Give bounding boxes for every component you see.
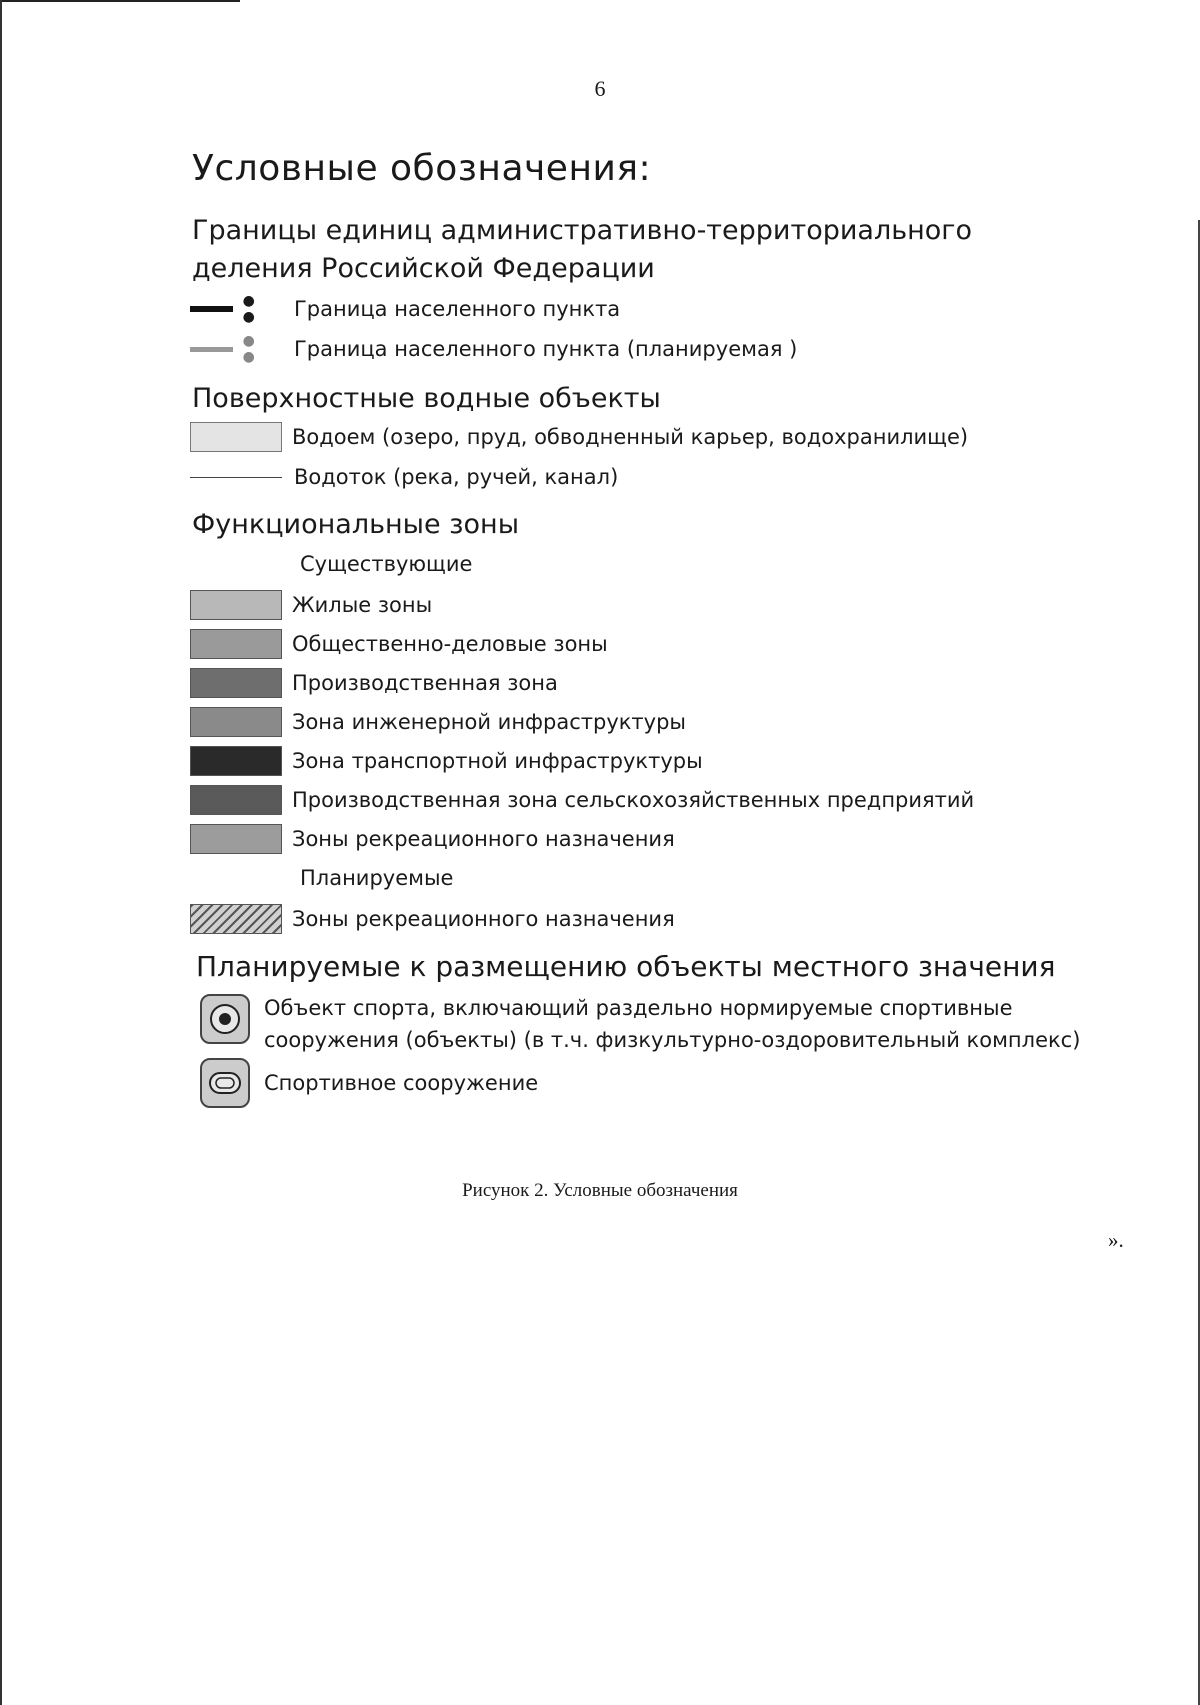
zones-planned-label: Планируемые xyxy=(300,866,454,890)
legend-item-zone xyxy=(190,627,608,661)
legend-label: Граница населенного пункта (планируемая ) xyxy=(294,337,798,361)
page-number: 6 xyxy=(594,76,606,101)
legend-label-line1: Объект спорта, включающий раздельно нормируемые спортивные xyxy=(264,996,1013,1020)
legend-label: Производственная зона сельскохозяйственных предприятий xyxy=(292,788,975,812)
legend-item-zone xyxy=(190,744,703,778)
zone-swatch xyxy=(190,707,282,737)
closing-quote: ». xyxy=(1108,1228,1124,1252)
gray-border-line-icon: ● ● xyxy=(190,333,280,365)
legend-label: Спортивное сооружение xyxy=(264,1071,539,1095)
legend-label: Общественно-деловые зоны xyxy=(292,632,608,656)
legend-label: Производственная зона xyxy=(292,671,558,695)
zone-swatch xyxy=(190,746,282,776)
zones-existing-label: Существующие xyxy=(300,552,473,576)
zone-swatch xyxy=(190,824,282,854)
legend-label: Зоны рекреационного назначения xyxy=(292,827,675,851)
legend-item-zone xyxy=(190,666,558,700)
zones-heading: Функциональные зоны xyxy=(192,509,520,540)
zone-swatch xyxy=(190,668,282,698)
stadium-icon xyxy=(200,1058,250,1108)
legend-item-zone-planned xyxy=(190,902,675,936)
legend-label-line2: сооружения (объекты) (в т.ч. физкультурно-оздоровительный комплекс) xyxy=(264,1028,1081,1052)
borders-heading-line2: деления Российской Федерации xyxy=(192,253,655,284)
water-heading: Поверхностные водные объекты xyxy=(192,383,661,414)
sports-ball-icon xyxy=(200,994,250,1044)
scan-border-left xyxy=(0,0,2,1705)
legend-label: Жилые зоны xyxy=(292,593,433,617)
solid-border-line-icon: ● ● xyxy=(190,293,280,325)
borders-heading-line1: Границы единиц административно-территориального xyxy=(192,215,972,246)
watercourse-line-icon xyxy=(190,462,282,492)
zone-swatch xyxy=(190,629,282,659)
legend-item-settlement-border xyxy=(190,292,620,326)
water-body-swatch xyxy=(190,422,282,452)
legend-label: Зона транспортной инфраструктуры xyxy=(292,749,703,773)
legend-item-zone xyxy=(190,822,675,856)
legend-label: Водоток (река, ручей, канал) xyxy=(294,465,619,489)
legend-item-sports-facility xyxy=(200,1058,538,1108)
legend-title: Условные обозначения: xyxy=(192,148,652,189)
legend-item-zone xyxy=(190,588,432,622)
objects-heading: Планируемые к размещению объекты местного значения xyxy=(196,950,1056,983)
figure-caption: Рисунок 2. Условные обозначения xyxy=(462,1180,738,1201)
legend-label: Граница населенного пункта xyxy=(294,297,621,321)
legend-item-settlement-border-planned xyxy=(190,332,797,366)
legend-item-watercourse xyxy=(190,460,618,494)
hatched-zone-swatch xyxy=(190,904,282,934)
legend-label: Зоны рекреационного назначения xyxy=(292,907,675,931)
zone-swatch xyxy=(190,590,282,620)
legend-label: Водоем (озеро, пруд, обводненный карьер, водохранилище) xyxy=(292,425,969,449)
legend-item-zone xyxy=(190,783,974,817)
legend-item-zone xyxy=(190,705,686,739)
zone-swatch xyxy=(190,785,282,815)
legend-label: Зона инженерной инфраструктуры xyxy=(292,710,687,734)
legend-item-water-body xyxy=(190,420,968,454)
legend-item-sports-object xyxy=(200,992,1080,1056)
scan-border-top xyxy=(0,0,240,2)
